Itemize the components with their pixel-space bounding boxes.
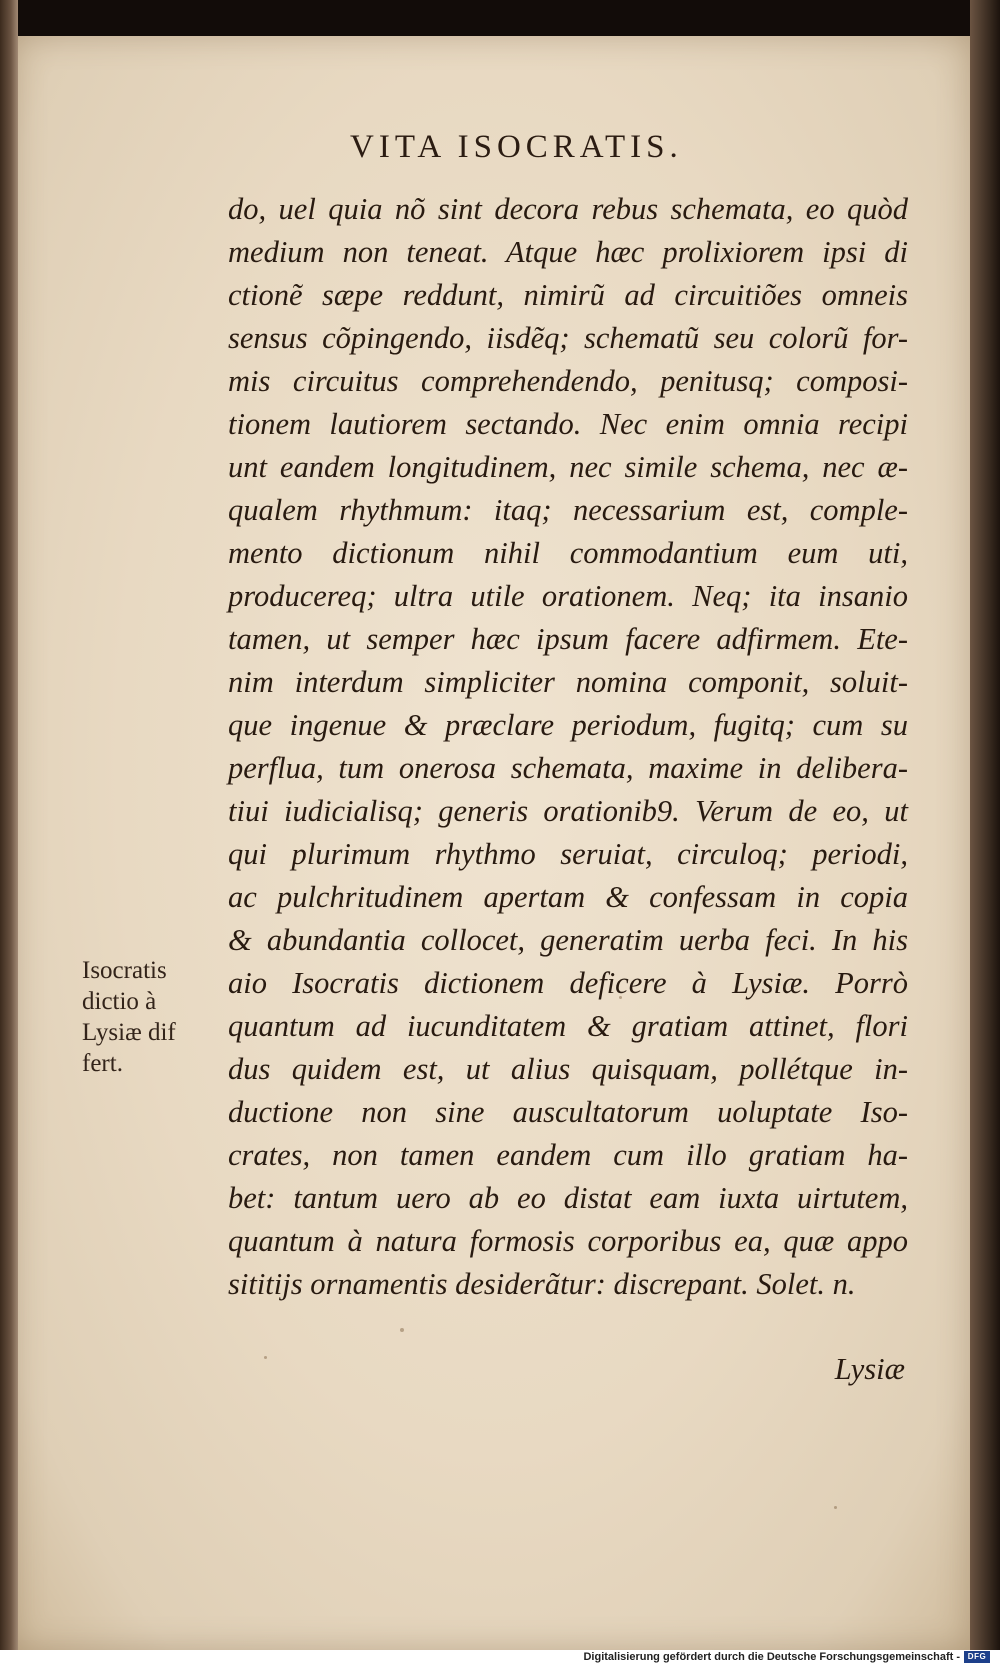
text-line: dus quidem est, ut alius quisquam, pollétque in- xyxy=(228,1052,908,1086)
paper-speck xyxy=(400,1328,404,1332)
marginal-note xyxy=(82,955,222,1079)
text-line: unt eandem longitudinem, nec simile schema, nec æ- xyxy=(228,450,908,484)
text-line: mis circuitus comprehendendo, penitusq; composi- xyxy=(228,364,908,398)
text-line: sititijs ornamentis desiderãtur: discrepant. Solet. n. xyxy=(228,1267,856,1301)
text-line: ac pulchritudinem apertam & confessam in copia xyxy=(228,880,908,914)
text-line: producereq; ultra utile orationem. Neq; ita insanio xyxy=(228,579,908,613)
running-head: VITA ISOCRATIS. xyxy=(350,129,683,165)
text-line: nim interdum simpliciter nomina componit, soluit- xyxy=(228,665,908,699)
text-line: tamen, ut semper hæc ipsum facere adfirmem. Ete- xyxy=(228,622,908,656)
marginal-note-line: dictio à xyxy=(82,988,157,1015)
text-line: bet: tantum uero ab eo distat eam iuxta uirtutem, xyxy=(228,1181,908,1215)
text-line: que ingenue & præclare periodum, fugitq; cum su xyxy=(228,708,908,742)
text-line: quantum à natura formosis corporibus ea, quæ appo xyxy=(228,1224,908,1258)
text-line: perflua, tum onerosa schemata, maxime in delibera- xyxy=(228,751,908,785)
text-line: ctionẽ sæpe reddunt, nimirũ ad circuitiões omneis xyxy=(228,278,908,312)
text-line: aio Isocratis dictionem deficere à Lysiæ. Porrò xyxy=(228,966,908,1000)
text-line: & abundantia collocet, generatim uerba feci. In his xyxy=(228,923,908,957)
text-line: ductione non sine auscultatorum uoluptate Iso- xyxy=(228,1095,908,1129)
footer-bar xyxy=(0,1650,1000,1664)
paper-speck xyxy=(834,1506,837,1509)
text-line: tiui iudicialisq; generis orationib9. Verum de eo, ut xyxy=(228,794,908,828)
marginal-note-line: Isocratis xyxy=(82,957,167,984)
text-line: qualem rhythmum: itaq; necessarium est, comple- xyxy=(228,493,908,527)
funding-credit: Digitalisierung gefördert durch die Deutsche Forschungsgemeinschaft - xyxy=(583,1651,960,1663)
marginal-note-line: Lysiæ dif xyxy=(82,1019,176,1046)
text-line: medium non teneat. Atque hæc prolixiorem ipsi di xyxy=(228,235,908,269)
book-left-edge xyxy=(0,0,18,1650)
marginal-note-line: fert. xyxy=(82,1050,123,1077)
text-line: crates, non tamen eandem cum illo gratiam ha- xyxy=(228,1138,908,1172)
text-line: quantum ad iucunditatem & gratiam attinet, flori xyxy=(228,1009,908,1043)
text-line: mento dictionum nihil commodantium eum uti, xyxy=(228,536,908,570)
catchword: Lysiæ xyxy=(834,1352,905,1386)
text-line: tionem lautiorem sectando. Nec enim omnia recipi xyxy=(228,407,908,441)
dfg-logo: DFG xyxy=(964,1651,990,1663)
book-top-edge xyxy=(0,0,1000,36)
book-right-edge xyxy=(970,0,1000,1650)
text-line: sensus cõpingendo, iisdẽq; schematũ seu colorũ for- xyxy=(228,321,908,355)
text-line: qui plurimum rhythmo seruiat, circuloq; periodi, xyxy=(228,837,908,871)
paper-speck xyxy=(264,1356,267,1359)
body-text xyxy=(228,188,908,1306)
text-line: do, uel quia nõ sint decora rebus schemata, eo quòd xyxy=(228,192,908,226)
